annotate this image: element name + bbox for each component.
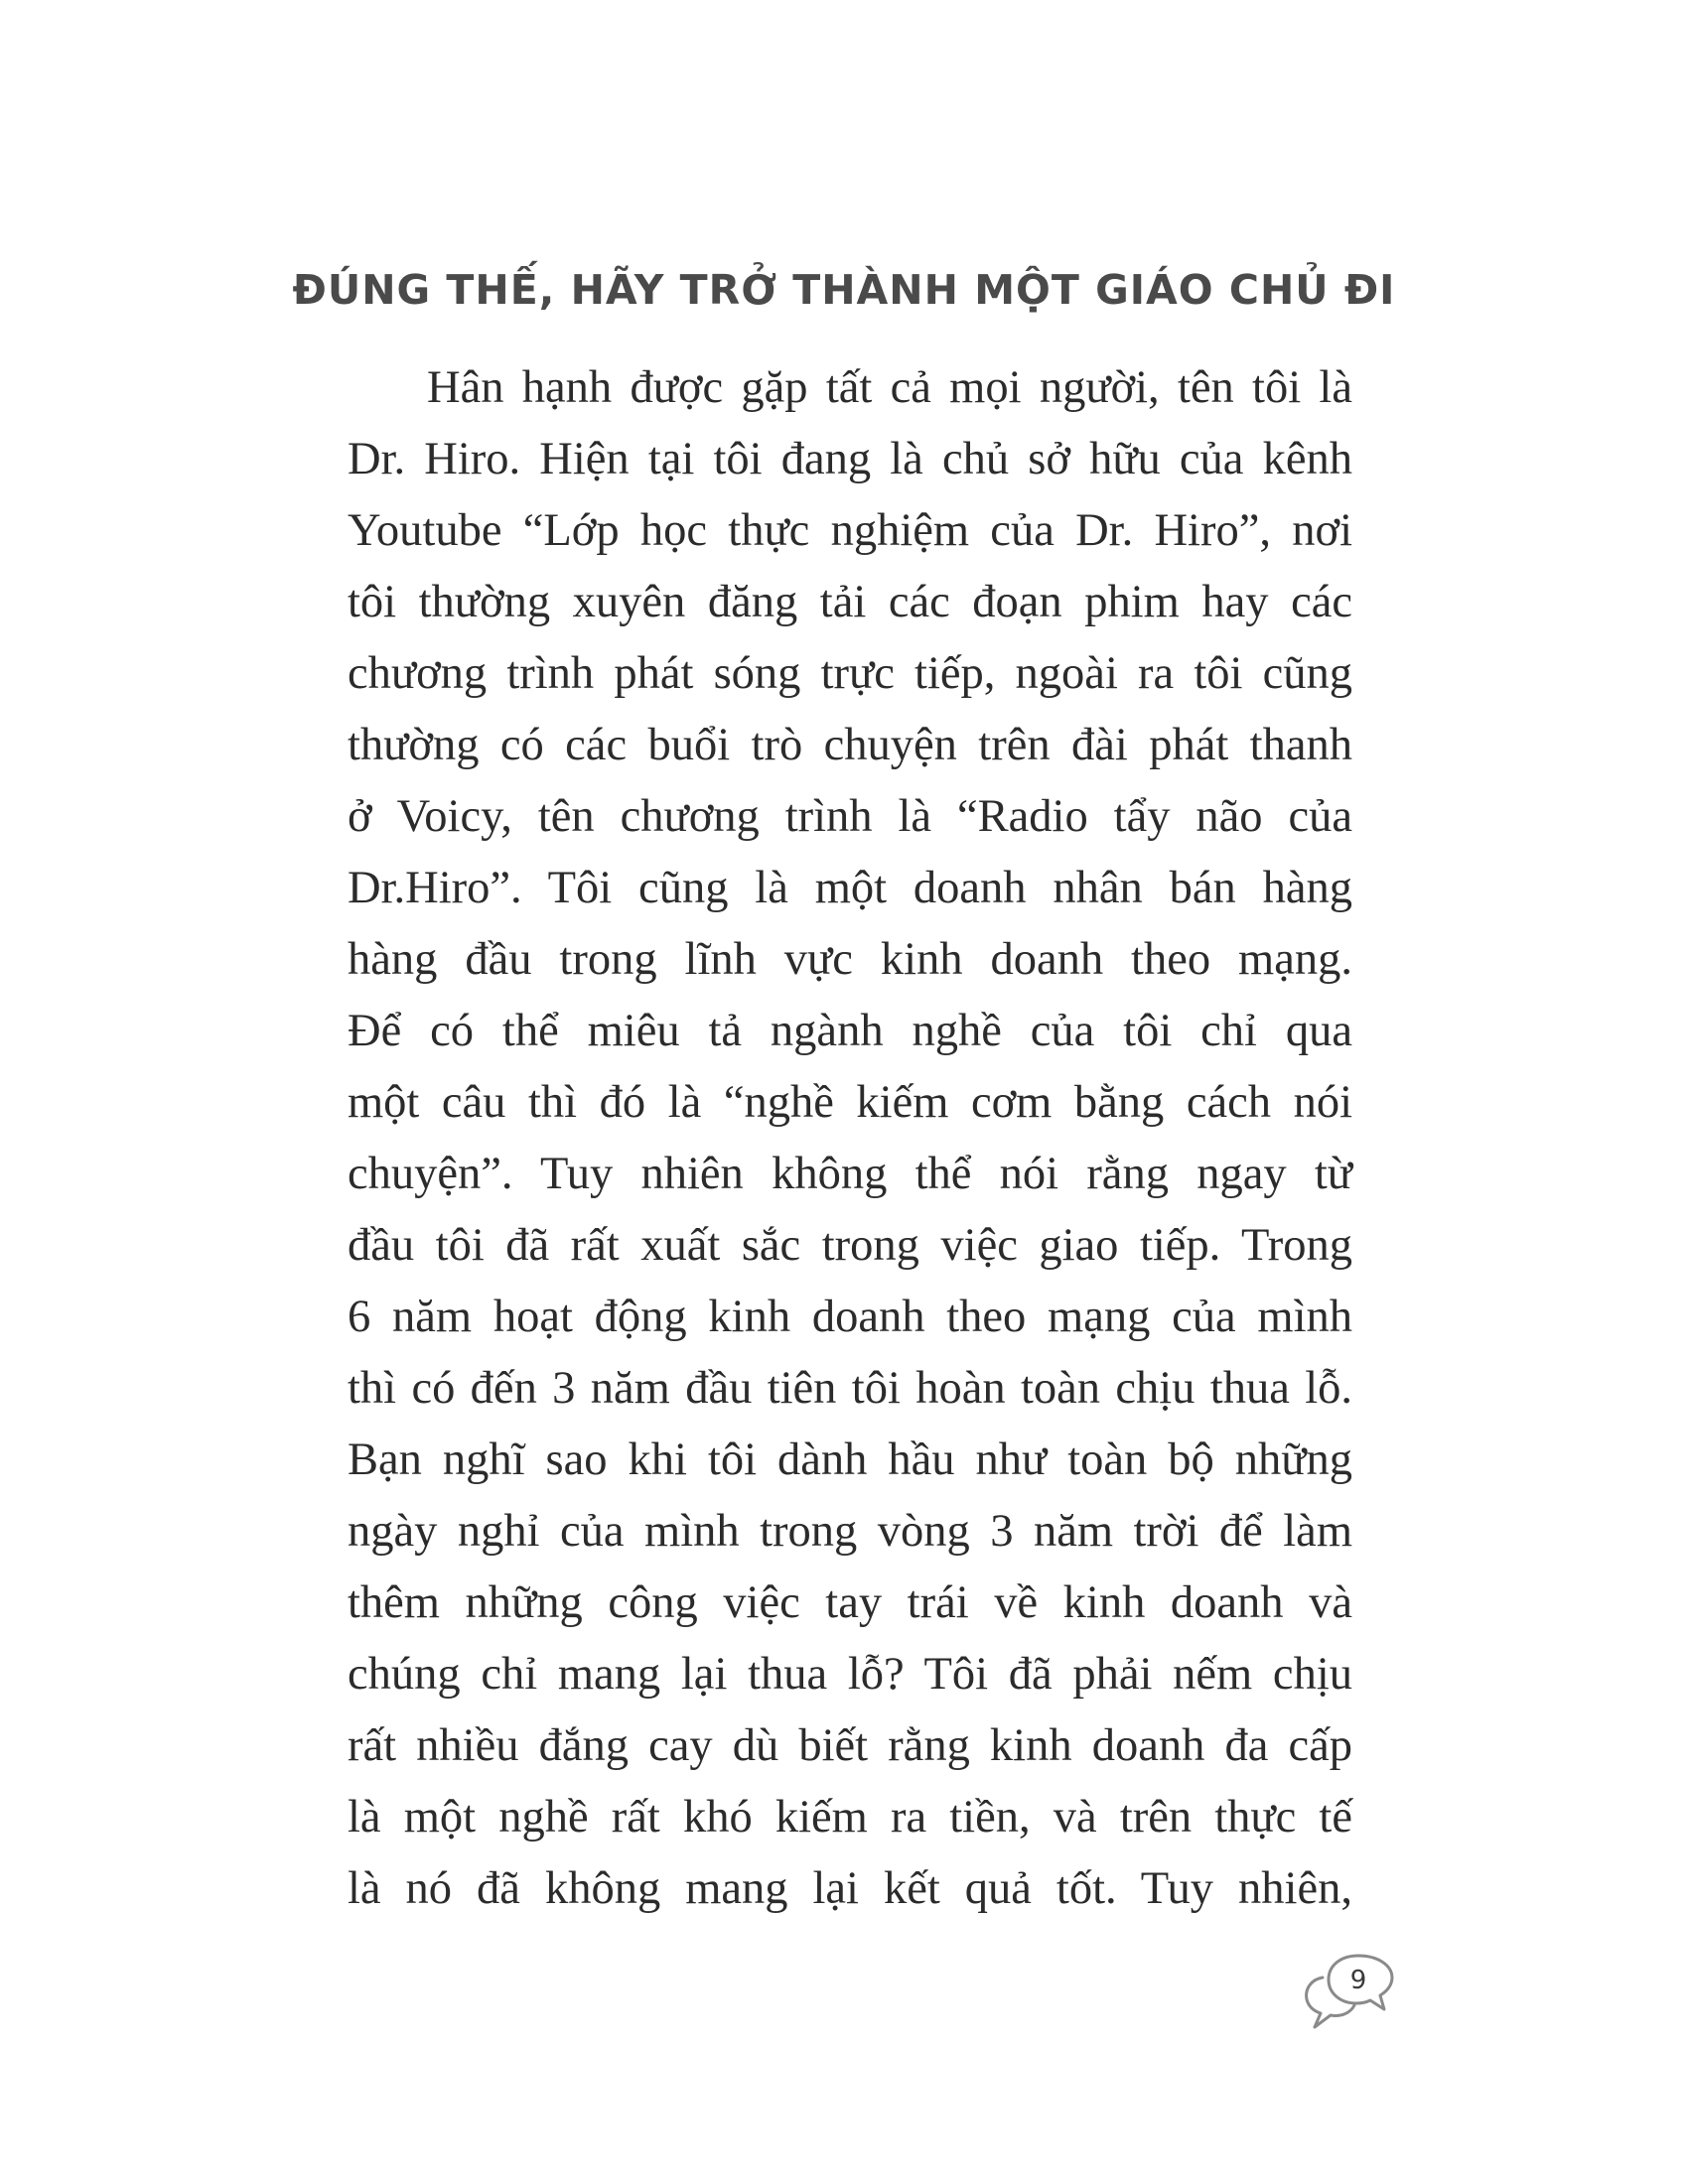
body-line: thêm những công việc tay trái về kinh doanh và	[348, 1577, 1352, 1628]
body-line: là một nghề rất khó kiếm ra tiền, và trên thực tế	[348, 1792, 1352, 1843]
body-line: Bạn nghĩ sao khi tôi dành hầu như toàn bộ những	[348, 1434, 1352, 1485]
body-line: chương trình phát sóng trực tiếp, ngoài ra tôi cũng	[348, 648, 1352, 699]
body-line: thường có các buổi trò chuyện trên đài phát thanh	[348, 720, 1352, 770]
body-line: Dr. Hiro. Hiện tại tôi đang là chủ sở hữu của kênh	[348, 434, 1352, 484]
body-line: Hân hạnh được gặp tất cả mọi người, tên tôi là	[427, 362, 1352, 413]
body-line: một câu thì đó là “nghề kiếm cơm bằng cách nói	[348, 1077, 1352, 1128]
page-number: 9	[1349, 1966, 1367, 1995]
body-line: 6 năm hoạt động kinh doanh theo mạng của mình	[348, 1292, 1352, 1342]
body-line: đầu tôi đã rất xuất sắc trong việc giao tiếp. Trong	[348, 1220, 1352, 1271]
body-line: ngày nghỉ của mình trong vòng 3 năm trời để làm	[348, 1506, 1352, 1557]
body-line: Để có thể miêu tả ngành nghề của tôi chỉ qua	[348, 1006, 1352, 1056]
body-line: thì có đến 3 năm đầu tiên tôi hoàn toàn chịu thua lỗ.	[348, 1363, 1352, 1414]
body-line: ở Voicy, tên chương trình là “Radio tẩy não của	[348, 791, 1352, 842]
chapter-title: ĐÚNG THẾ, HÃY TRỞ THÀNH MỘT GIÁO CHỦ ĐI	[292, 266, 1396, 314]
body-line: rất nhiều đắng cay dù biết rằng kinh doanh đa cấp	[348, 1720, 1352, 1771]
body-line: hàng đầu trong lĩnh vực kinh doanh theo mạng.	[348, 934, 1352, 985]
body-paragraph	[348, 352, 1352, 1925]
body-line: chúng chỉ mang lại thua lỗ? Tôi đã phải nếm chịu	[348, 1649, 1352, 1700]
body-line: là nó đã không mang lại kết quả tốt. Tuy nhiên,	[348, 1863, 1352, 1914]
page-number-badge	[1301, 1950, 1396, 2033]
body-line: Dr.Hiro”. Tôi cũng là một doanh nhân bán hàng	[348, 863, 1352, 913]
body-line: chuyện”. Tuy nhiên không thể nói rằng ngay từ	[348, 1149, 1352, 1199]
body-line: Youtube “Lớp học thực nghiệm của Dr. Hiro”, nơi	[348, 505, 1352, 556]
body-line: tôi thường xuyên đăng tải các đoạn phim hay các	[348, 577, 1352, 627]
